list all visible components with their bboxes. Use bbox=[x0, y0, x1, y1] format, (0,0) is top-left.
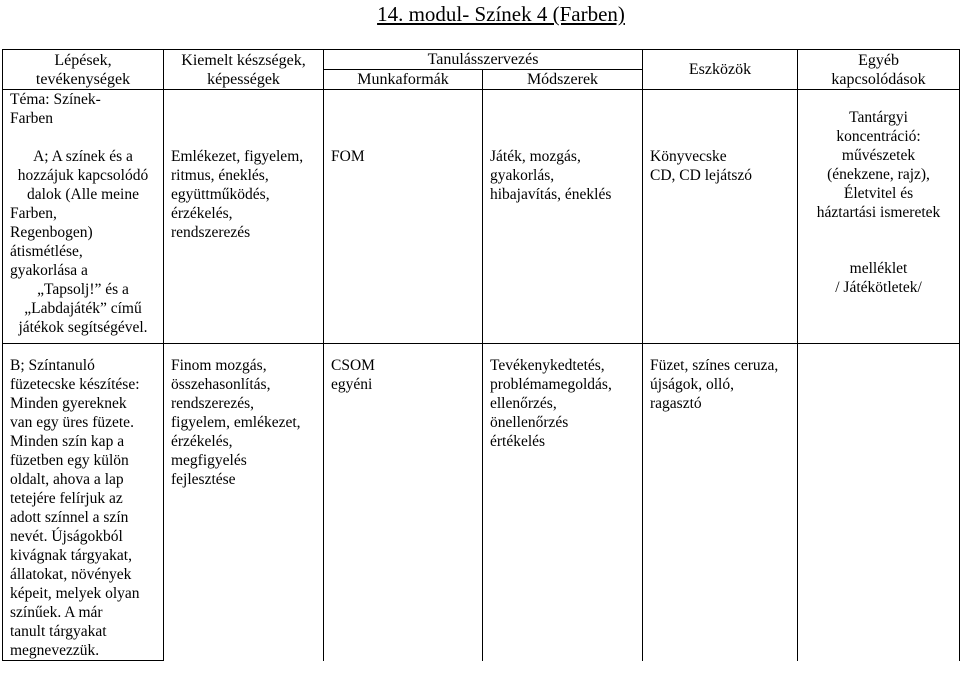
tools-cell: Könyvecske CD, CD lejátszó bbox=[643, 90, 798, 344]
methods-cell: Tevékenykedtetés, problémamegoldás, ellenőrzés, önellenőrzés értékelés bbox=[483, 344, 643, 661]
other-cell bbox=[798, 344, 960, 661]
steps-text: A; A színek és a hozzájuk kapcsolódó dalok (Alle meine Farben, Regenbogen) átismétlése, gyakorlása a „Tapsolj!” és a „Labdajáték” című játékok segítségével. bbox=[10, 148, 149, 336]
skills-cell: Emlékezet, figyelem, ritmus, éneklés, együttműködés, érzékelés, rendszerezés bbox=[164, 90, 324, 344]
table-row-b bbox=[3, 344, 960, 661]
steps-cell bbox=[3, 90, 164, 344]
header-methods: Módszerek bbox=[483, 70, 643, 90]
workforms-cell: CSOM egyéni bbox=[324, 344, 483, 661]
header-steps: Lépések, tevékenységek bbox=[3, 50, 164, 90]
skills-cell: Finom mozgás, összehasonlítás, rendszerezés, figyelem, emlékezet, érzékelés, megfigyelés fejlesztése bbox=[164, 344, 324, 661]
steps-cell: B; Színtanuló füzetecske készítése: Minden gyereknek van egy üres füzete. Minden szín kap a füzetben egy külön oldalt, ahova a lap tetejére felírjuk az adott színnel a szín nevét. Újságokból kivágnak tárgyakat, állatokat, növények képeit, melyek olyan színűek. A már tanult tárgyakat megnevezzük. bbox=[3, 344, 164, 661]
workforms-cell: FOM bbox=[324, 90, 483, 344]
header-workforms: Munkaformák bbox=[324, 70, 483, 90]
lesson-plan-table bbox=[2, 49, 960, 661]
header-other: Egyéb kapcsolódások bbox=[798, 50, 960, 90]
page-title: 14. modul- Színek 4 (Farben) bbox=[377, 2, 625, 26]
methods-cell: Játék, mozgás, gyakorlás, hibajavítás, éneklés bbox=[483, 90, 643, 344]
header-organization: Tanulásszervezés bbox=[324, 50, 643, 70]
attachment-note: melléklet / Játékötletek/ bbox=[835, 260, 922, 296]
header-row-1 bbox=[3, 50, 960, 70]
header-skills: Kiemelt készségek, képességek bbox=[164, 50, 324, 90]
other-cell: Tantárgyi koncentráció: művészetek (énekzene, rajz), Életvitel és háztartási ismeretek melléklet / Játékötletek/ bbox=[798, 90, 960, 344]
table-row-a bbox=[3, 90, 960, 344]
topic-label: Téma: Színek- Farben bbox=[10, 91, 101, 127]
tools-cell: Füzet, színes ceruza, újságok, olló, ragasztó bbox=[643, 344, 798, 661]
header-tools: Eszközök bbox=[643, 50, 798, 90]
